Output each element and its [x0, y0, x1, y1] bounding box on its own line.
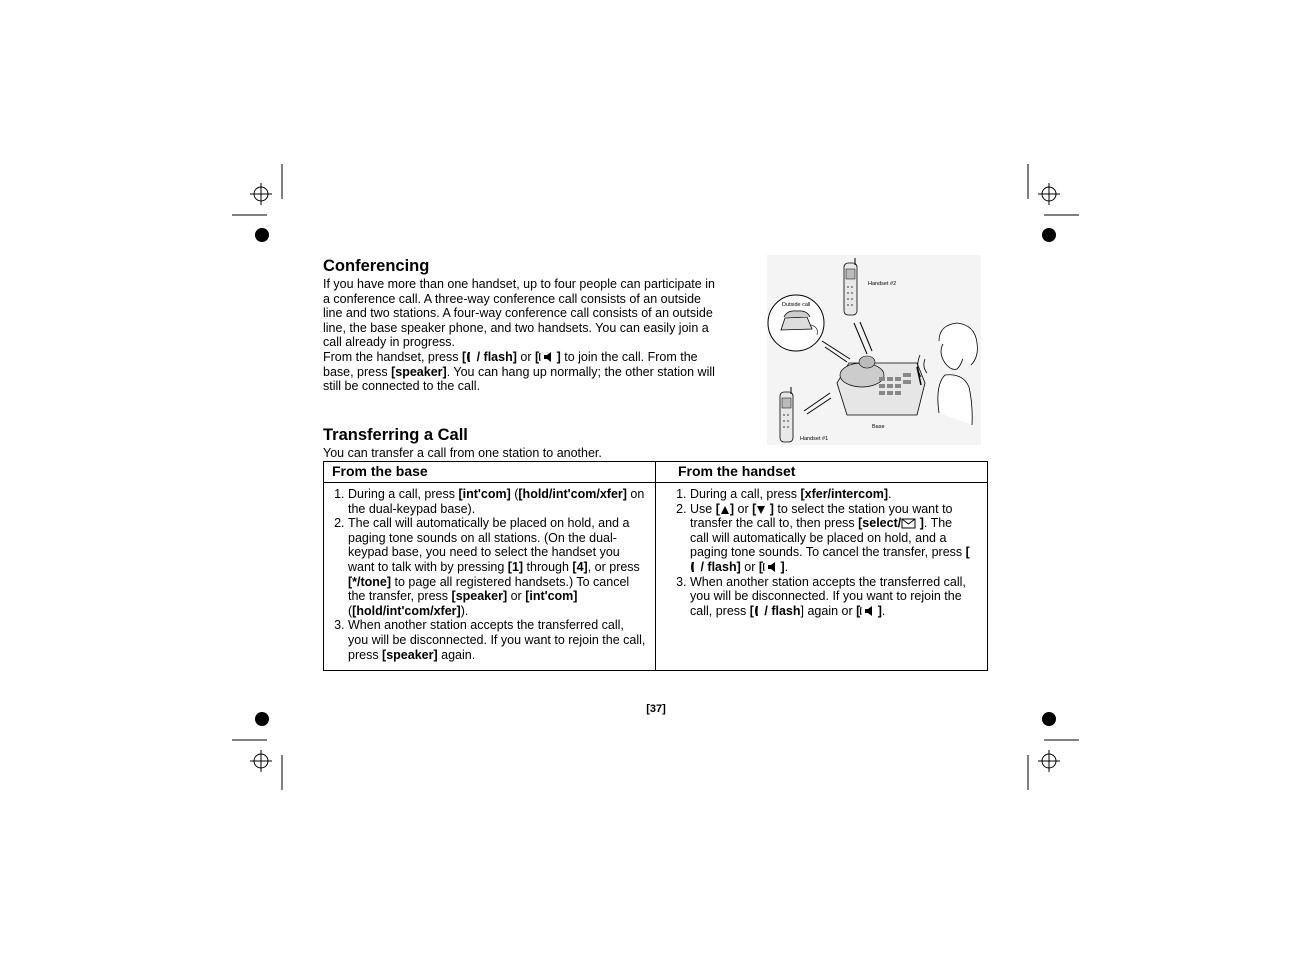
person-icon — [918, 323, 978, 425]
column-header-handset: From the handset — [656, 462, 988, 483]
transfer-table — [323, 461, 988, 671]
talk-icon — [754, 605, 761, 617]
conferencing-heading: Conferencing — [323, 257, 430, 275]
envelope-icon — [901, 518, 916, 529]
conferencing-paragraph-2: From the handset, press [ / flash] or [ ] to join the call. From the base, press [speaker]. You can hang up normally; the other station will still be connected to the call. — [323, 349, 715, 394]
base-steps-list — [332, 487, 647, 662]
column-header-base: From the base — [324, 462, 656, 483]
speaker-icon — [539, 351, 553, 363]
handset-1-icon — [780, 387, 793, 442]
handset-2-label: Handset #2 — [868, 281, 897, 287]
speaker-icon — [860, 605, 874, 617]
base-step-1: 1. During a call, press [int'com] ([hold/int'com/xfer] on the dual-keypad base). — [348, 487, 647, 516]
transferring-intro: You can transfer a call from one station to another. — [323, 446, 602, 460]
transferring-section — [323, 426, 602, 461]
base-label: Base — [872, 424, 885, 430]
up-arrow-icon — [720, 505, 730, 515]
page-number: [37] — [646, 703, 666, 715]
handset-1-label: Handset #1 — [800, 436, 829, 442]
down-arrow-icon — [756, 505, 766, 515]
base-unit-icon — [837, 356, 925, 415]
speaker-icon — [763, 561, 777, 573]
conference-diagram — [767, 255, 981, 445]
outside-call-label: Outside call — [781, 302, 811, 308]
handset-step-1: 1. During a call, press [xfer/intercom]. — [690, 487, 973, 502]
handset-steps-list — [674, 487, 973, 618]
handset-step-3: 3. When another station accepts the transferred call, you will be disconnected. If you want to rejoin the call, press [ / flash] again or [ ]. — [690, 575, 973, 619]
handset-step-2: 2. Use [ ] or [ ] to select the station you want to transfer the call to, then press [select/ ]. The call will automatically be placed on hold, and a paging tone sounds. To cancel the transfer, press [ / flash] or [ ]. — [690, 502, 973, 575]
conferencing-section — [323, 257, 715, 394]
base-step-3: 3. When another station accepts the transferred call, you will be disconnected. If you want to rejoin the call, press [speaker] again. — [348, 618, 647, 662]
transferring-heading: Transferring a Call — [323, 426, 468, 444]
handset-2-icon — [844, 258, 857, 315]
handset-steps-cell — [656, 483, 988, 671]
talk-icon — [690, 561, 697, 573]
base-step-2: 2. The call will automatically be placed on hold, and a paging tone sounds on all stations. (On the dual-keypad base, you need to select the handset you want to talk with by pressing [1] through [4], or press [*/tone] to page all registered handsets.) To cancel the transfer, press [speaker] or [int'com] ([hold/int'com/xfer]). — [348, 516, 647, 618]
conference-illustration — [767, 255, 981, 445]
conferencing-paragraph-1: If you have more than one handset, up to four people can participate in a conference call. A three-way conference call consists of an outside line and two stations. A four-way conference call consists of an outside line, the base speaker phone, and two handsets. You can easily join a call already in progress. — [323, 277, 715, 350]
base-steps-cell — [324, 483, 656, 671]
